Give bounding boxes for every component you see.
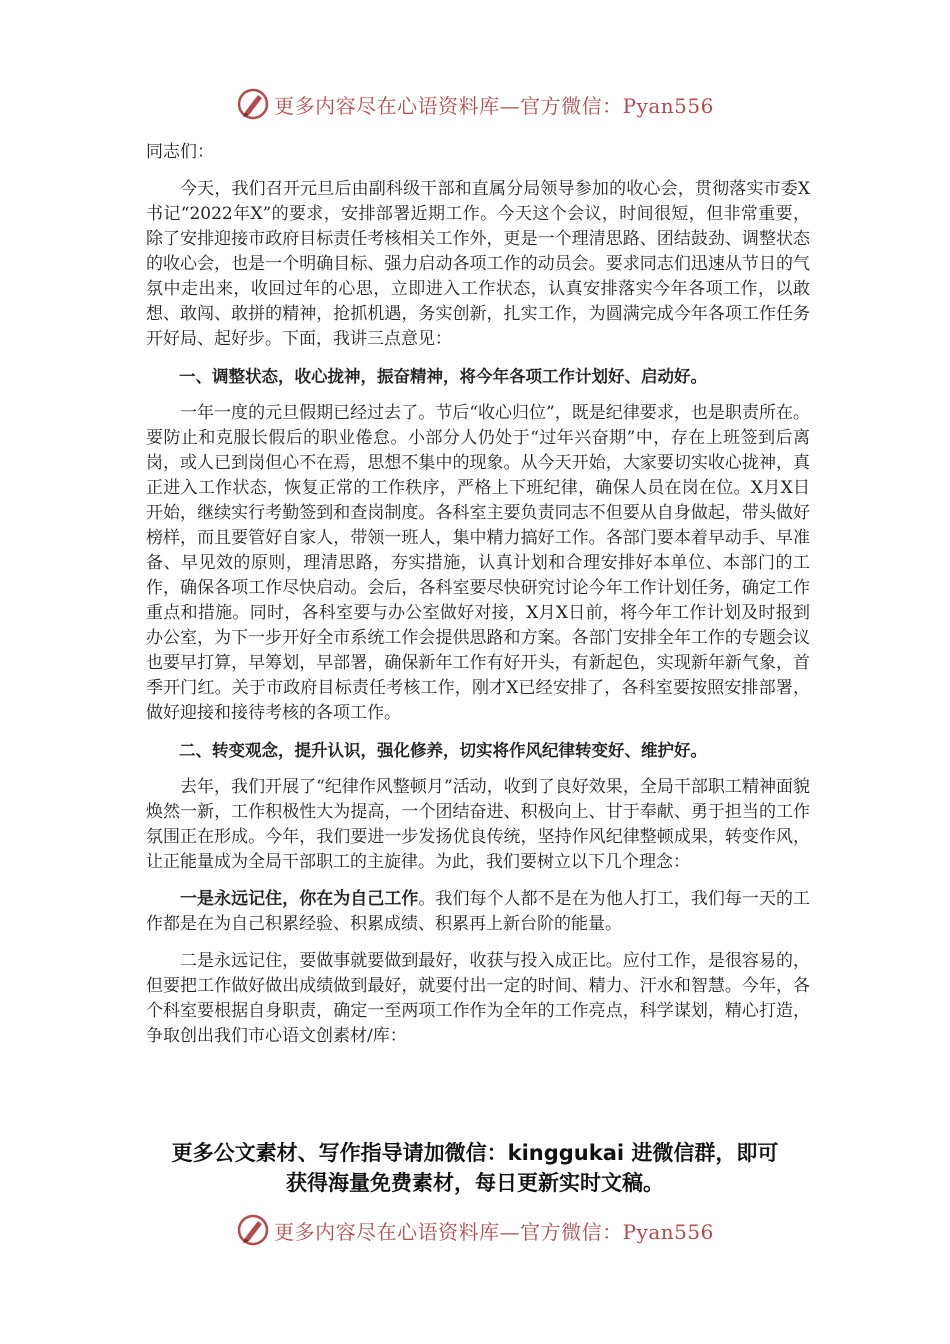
- promo-notice: [100, 1138, 850, 1198]
- header-banner-text: 更多内容尽在心语资料库—官方微信：Pyan556: [274, 93, 714, 118]
- section-heading-1: 一、调整状态，收心拢神，振奋精神，将今年各项工作计划好、启动好。: [179, 367, 707, 386]
- promo-line-2: 获得海量免费素材，每日更新实时文稿。: [286, 1171, 664, 1195]
- pen-circle-icon: [236, 87, 270, 121]
- header-banner-inner: [236, 87, 714, 121]
- footer-banner-text: 更多内容尽在心语资料库—官方微信：Pyan556: [274, 1219, 714, 1244]
- salutation: 同志们：: [146, 142, 214, 162]
- section-2-paragraph: 去年，我们开展了“纪律作风整顿月”活动，收到了良好效果，全局干部职工精神面貌焕然一新，工作积极性大为提高，一个团结奋进、积极向上、甘于奉献、勇于担当的工作氛围正在形成。今年，我们要进一步发扬优良传统，坚持作风纪律整顿成果，转变作风，让正能量成为全局干部职工的主旋律。为此，我们要树立以下几个理念：: [146, 777, 810, 872]
- section-1-paragraph: 一年一度的元旦假期已经过去了。节后“收心归位”，既是纪律要求，也是职责所在。要防止和克服长假后的职业倦怠。小部分人仍处于“过年兴奋期”中，存在上班签到后离岗，或人已到岗但心不在焉，思想不集中的现象。从今天开始，大家要切实收心拢神，真正进入工作状态，恢复正常的工作秩序，严格上下班纪律，确保人员在岗在位。X月X日开始，继续实行考勤签到和查岗制度。各科室主要负责同志不但要从自身做起，带头做好榜样，而且要管好自家人，带领一班人，集中精力搞好工作。各部门要本着早动手、早准备、早见效的原则，理清思路，夯实措施，认真计划和合理安排好本单位、本部门的工作，确保各项工作尽快启动。会后，各科室要尽快研究讨论今年工作计划任务，确定工作重点和措施。同时，各科室要与办公室做好对接，X月X日前，将今年工作计划及时报到办公室，为下一步开好全市系统工作会提供思路和方案。各部门安排全年工作的专题会议也要早打算，早筹划，早部署，确保新年工作有好开头，有新起色，实现新年新气象，首季开门红。关于市政府目标责任考核工作，刚才X已经安排了，各科室要按照安排部署，做好迎接和接待考核的各项工作。: [146, 403, 810, 723]
- document-body: [146, 140, 810, 1061]
- section-heading-2: 二、转变观念，提升认识，强化修养，切实将作风纪律转变好、维护好。: [179, 741, 707, 760]
- pen-circle-icon: [236, 1213, 270, 1247]
- promo-line-1: 更多公文素材、写作指导请加微信：kinggukai 进微信群，即可: [171, 1141, 779, 1165]
- principle-1-paragraph: [146, 887, 810, 937]
- footer-banner: [0, 1210, 950, 1250]
- principle-2-paragraph: 二是永远记住，要做事就要做到最好，收获与投入成正比。应付工作，是很容易的，但要把工作做好做出成绩做到最好，就要付出一定的时间、精力、汗水和智慧。今年，各个科室要根据自身职责，确定一至两项工作作为全年的工作亮点，科学谋划，精心打造，争取创出我们市心语文创素材/库：: [146, 951, 810, 1046]
- header-banner: [0, 84, 950, 124]
- principle-1-lead: 一是永远记住，你在为自己工作: [180, 889, 419, 909]
- intro-paragraph: 今天，我们召开元旦后由副科级干部和直属分局领导参加的收心会，贯彻落实市委X书记“2022年X”的要求，安排部署近期工作。今天这个会议，时间很短，但非常重要，除了安排迎接市政府目标责任考核相关工作外，更是一个理清思路、团结鼓劲、调整状态的收心会，也是一个明确目标、强力启动各项工作的动员会。要求同志们迅速从节日的气氛中走出来，收回过年的心思，立即进入工作状态，认真安排落实今年各项工作，以敢想、敢闯、敢拼的精神，抢抓机遇，务实创新，扎实工作，为圆满完成今年各项工作任务开好局、起好步。下面，我讲三点意见：: [146, 179, 810, 349]
- principle-1-text: 。我们每个人都不是在为他人打工，我们每一天的工作都是在为自己积累经验、积累成绩、积累再上新台阶的能量。: [146, 889, 811, 934]
- footer-banner-inner: [236, 1213, 714, 1247]
